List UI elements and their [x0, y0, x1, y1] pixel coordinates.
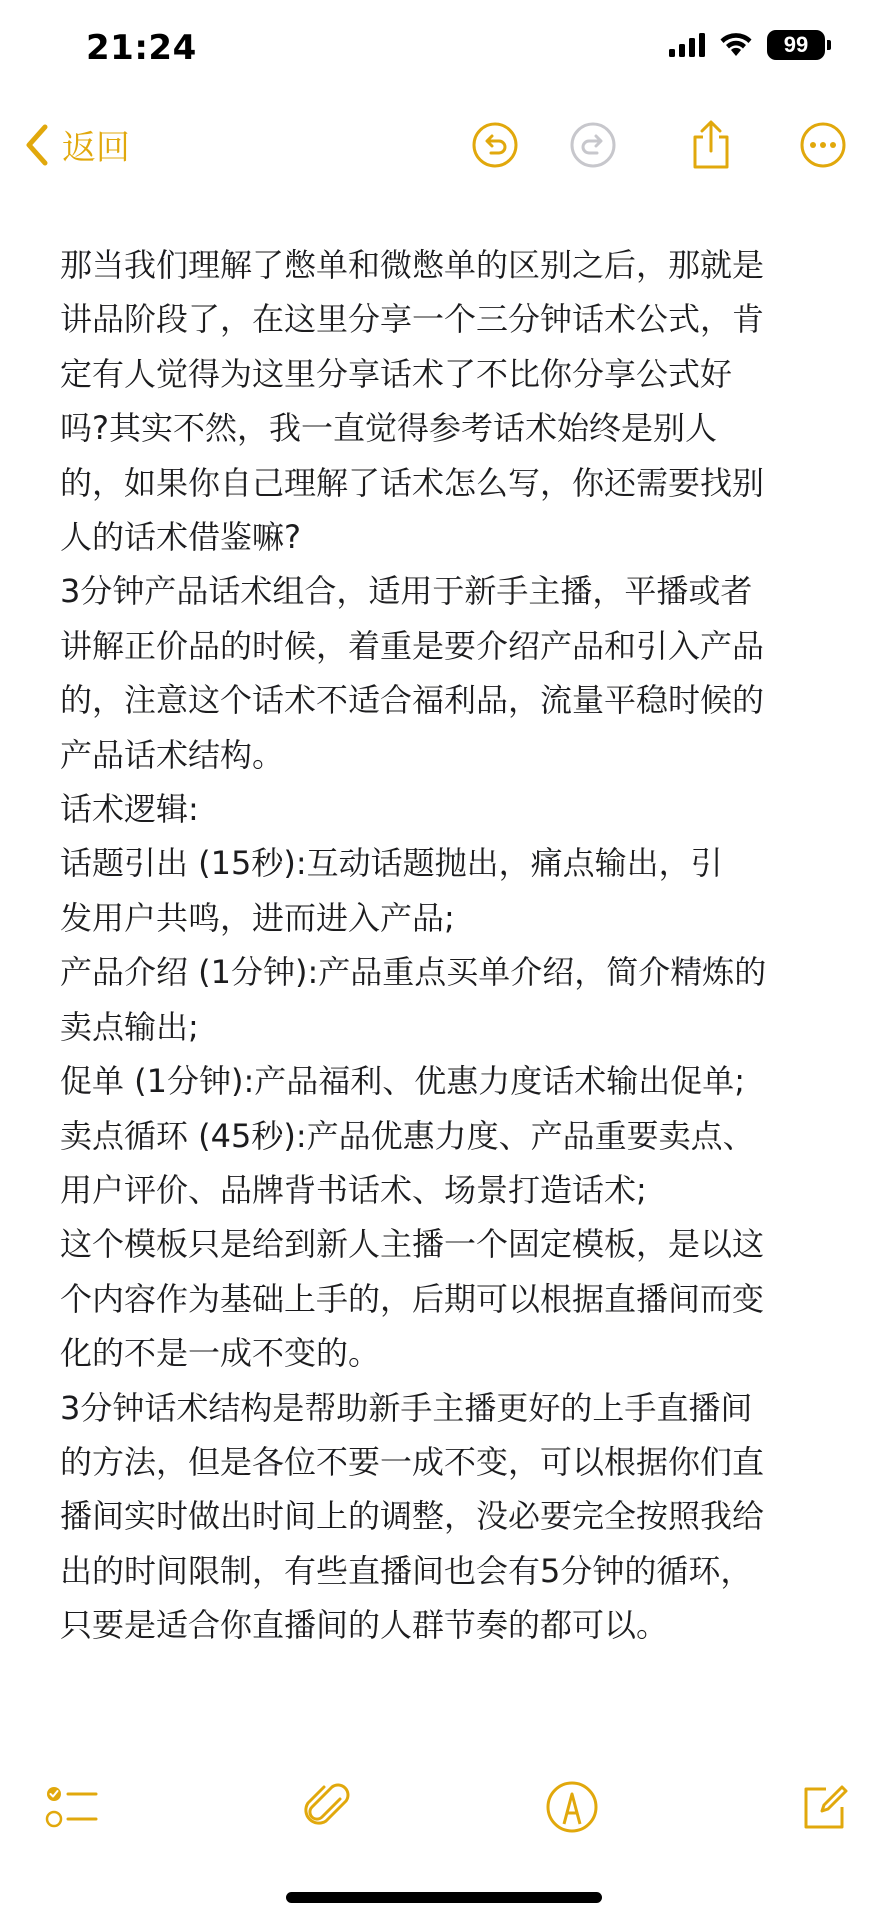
note-line: 话题引出 (15秒):互动话题抛出，痛点输出，引	[60, 844, 723, 883]
note-line: 产品话术结构。	[60, 735, 285, 774]
note-line: 话术逻辑:	[60, 790, 199, 829]
cellular-signal-icon	[669, 33, 705, 57]
note-line: 个内容作为基础上手的，后期可以根据直播间而变	[60, 1279, 765, 1318]
attachment-button[interactable]	[296, 1775, 360, 1839]
compose-button[interactable]	[792, 1775, 856, 1839]
note-line: 化的不是一成不变的。	[60, 1334, 381, 1373]
chevron-left-icon	[24, 123, 50, 167]
note-body[interactable]	[60, 238, 850, 1653]
note-line: 3分钟话术结构是帮助新手主播更好的上手直播间	[60, 1388, 753, 1427]
markup-icon	[545, 1780, 599, 1834]
battery-level: 99	[767, 30, 825, 60]
status-bar	[0, 0, 887, 100]
more-icon	[799, 121, 847, 169]
checklist-button[interactable]	[40, 1775, 104, 1839]
note-line: 促单 (1分钟):产品福利、优惠力度话术输出促单;	[60, 1062, 746, 1101]
note-line: 卖点循环 (45秒):产品优惠力度、产品重要卖点、	[60, 1116, 755, 1155]
share-button[interactable]	[684, 118, 738, 172]
more-button[interactable]	[796, 118, 850, 172]
bottom-toolbar	[0, 1775, 887, 1845]
redo-button[interactable]	[566, 118, 620, 172]
back-label: 返回	[62, 128, 130, 168]
compose-icon	[798, 1781, 850, 1833]
note-line: 卖点输出;	[60, 1007, 199, 1046]
redo-icon	[569, 121, 617, 169]
note-line: 这个模板只是给到新人主播一个固定模板，是以这	[60, 1225, 765, 1264]
note-line: 3分钟产品话术组合，适用于新手主播，平播或者	[60, 572, 753, 611]
note-line: 用户评价、品牌背书话术、场景打造话术;	[60, 1170, 647, 1209]
share-icon	[689, 119, 733, 171]
status-indicators	[669, 30, 831, 60]
note-line: 的，如果你自己理解了话术怎么写，你还需要找别	[60, 463, 765, 502]
note-line: 发用户共鸣，进而进入产品;	[60, 898, 455, 937]
status-time: 21:24	[86, 28, 197, 68]
note-line: 出的时间限制，有些直播间也会有5分钟的循环，	[60, 1551, 753, 1590]
note-line: 吗?其实不然，我一直觉得参考话术始终是别人	[60, 409, 717, 448]
note-line: 讲解正价品的时候，着重是要介绍产品和引入产品	[60, 626, 765, 665]
note-line: 定有人觉得为这里分享话术了不比你分享公式好	[60, 354, 733, 393]
wifi-icon	[719, 32, 753, 58]
battery-tip	[827, 40, 831, 50]
note-line: 产品介绍 (1分钟):产品重点买单介绍，简介精炼的	[60, 953, 767, 992]
note-line: 的，注意这个话术不适合福利品，流量平稳时候的	[60, 681, 765, 720]
note-line: 只要是适合你直播间的人群节奏的都可以。	[60, 1606, 669, 1645]
note-line: 讲品阶段了，在这里分享一个三分钟话术公式，肯	[60, 300, 765, 339]
attachment-icon	[302, 1779, 354, 1835]
undo-button[interactable]	[468, 118, 522, 172]
note-line: 那当我们理解了憋单和微憋单的区别之后，那就是	[60, 246, 765, 284]
undo-icon	[471, 121, 519, 169]
note-line: 人的话术借鉴嘛?	[60, 518, 301, 557]
back-button[interactable]	[24, 120, 130, 169]
checklist-icon	[44, 1779, 100, 1835]
markup-button[interactable]	[540, 1775, 604, 1839]
note-line: 的方法，但是各位不要一成不变，可以根据你们直	[60, 1442, 765, 1481]
note-line: 播间实时做出时间上的调整，没必要完全按照我给	[60, 1497, 765, 1536]
home-indicator[interactable]	[286, 1892, 602, 1903]
battery-indicator	[767, 30, 831, 60]
navigation-bar	[0, 110, 887, 180]
